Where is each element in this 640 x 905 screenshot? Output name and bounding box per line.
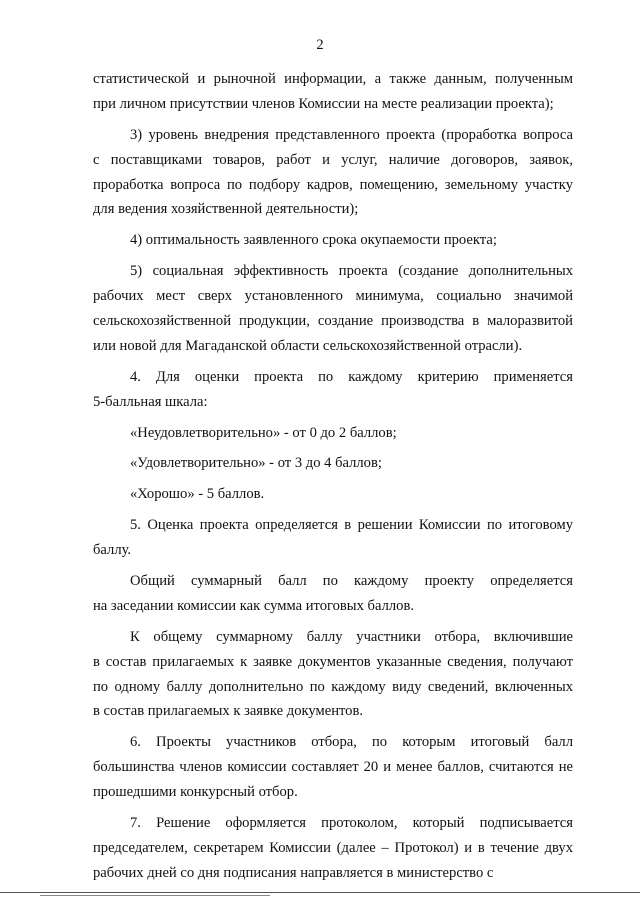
text-line: 4) оптимальность заявленного срока окупаемости проекта;: [130, 232, 497, 249]
text-line: председателем, секретарем Комиссии (далее – Протокол) и в течение двух: [93, 839, 573, 856]
text-line: в состав прилагаемых к заявке документов указанные сведения, получают: [93, 653, 573, 670]
text-line: рабочих мест сверх установленного минимума, социально значимой: [93, 288, 573, 305]
paragraph: [93, 259, 573, 359]
paragraph: [93, 625, 573, 725]
paragraph: [93, 67, 573, 117]
text-line: по одному баллу дополнительно по каждому виду сведений, включенных: [93, 678, 573, 695]
paragraph: [93, 811, 573, 886]
text-line: «Удовлетворительно» - от 3 до 4 баллов;: [130, 455, 382, 472]
text-line: или новой для Магаданской области сельскохозяйственной отрасли).: [93, 337, 523, 354]
text-line: «Неудовлетворительно» - от 0 до 2 баллов;: [130, 424, 397, 441]
text-line: в состав прилагаемых к заявке документов.: [93, 703, 364, 720]
text-line: 5) социальная эффективность проекта (создание дополнительных: [130, 263, 573, 280]
text-line: проработка вопроса по подбору кадров, помещению, земельному участку: [93, 176, 573, 193]
text-line: рабочих дней со дня подписания направляется в министерство с: [93, 864, 494, 881]
paragraph: [93, 451, 573, 476]
text-line: 6. Проекты участников отбора, по которым итоговый балл: [130, 734, 573, 751]
paragraph: [93, 421, 573, 446]
text-line: на заседании комиссии как сумма итоговых баллов.: [93, 597, 414, 614]
text-line: К общему суммарному баллу участники отбора, включившие: [130, 628, 573, 645]
page-number: 2: [316, 37, 324, 53]
paragraph: [93, 365, 573, 415]
document-body: [93, 67, 573, 886]
page-bottom-edge: [0, 892, 640, 893]
paragraph: [93, 228, 573, 253]
text-line: статистической и рыночной информации, а также данным, полученным: [93, 71, 573, 87]
text-line: при личном присутствии членов Комиссии на месте реализации проекта);: [93, 95, 554, 112]
text-line: 5-балльная шкала:: [93, 393, 208, 410]
text-line: 5. Оценка проекта определяется в решении Комиссии по итоговому: [130, 517, 573, 534]
text-line: для ведения хозяйственной деятельности);: [93, 201, 359, 218]
text-line: большинства членов комиссии составляет 20 и менее баллов, считаются не: [93, 759, 573, 776]
paragraph: [93, 569, 573, 619]
paragraph: [93, 482, 573, 507]
text-line: 3) уровень внедрения представленного проекта (проработка вопроса: [130, 126, 573, 143]
text-line: с поставщиками товаров, работ и услуг, наличие договоров, заявок,: [93, 151, 573, 168]
paragraph: [93, 730, 573, 805]
text-line: «Хорошо» - 5 баллов.: [130, 486, 265, 503]
text-line: сельскохозяйственной продукции, создание производства в малоразвитой: [93, 313, 573, 330]
text-line: баллу.: [93, 542, 132, 559]
text-line: Общий суммарный балл по каждому проекту определяется: [130, 573, 573, 590]
page-bottom-edge-shadow: [40, 895, 270, 896]
text-line: прошедшими конкурсный отбор.: [93, 784, 298, 801]
paragraph: [93, 513, 573, 563]
paragraph: [93, 123, 573, 223]
text-line: 4. Для оценки проекта по каждому критерию применяется: [130, 368, 573, 385]
text-line: 7. Решение оформляется протоколом, который подписывается: [130, 815, 573, 832]
